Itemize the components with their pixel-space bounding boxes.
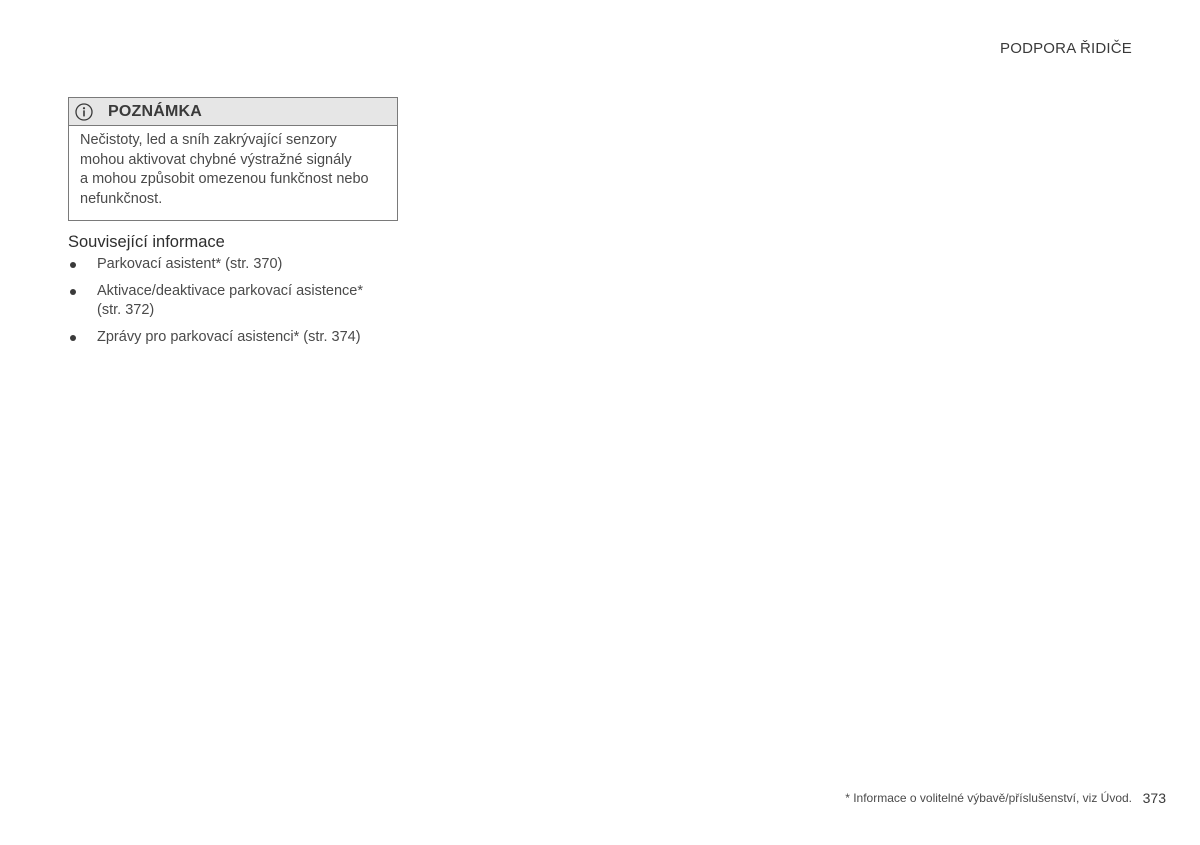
note-line: Nečistoty, led a sníh zakrývající senzory bbox=[80, 132, 337, 148]
footnote: * Informace o volitelné výbavě/příslušenství, viz Úvod. bbox=[845, 791, 1132, 805]
bullet-icon bbox=[70, 289, 76, 295]
note-header bbox=[69, 98, 397, 126]
related-info-list bbox=[68, 255, 398, 354]
related-link-text: Zprávy pro parkovací asistenci* (str. 374) bbox=[97, 328, 361, 345]
bullet-icon bbox=[70, 262, 76, 268]
note-box bbox=[68, 97, 398, 221]
related-link-parking-assist[interactable] bbox=[68, 255, 398, 275]
related-info-heading: Související informace bbox=[68, 233, 225, 251]
bullet-icon bbox=[70, 335, 76, 341]
related-link-messages[interactable] bbox=[68, 328, 398, 348]
note-body bbox=[69, 126, 397, 220]
info-circle-icon bbox=[75, 103, 93, 121]
note-line: nefunkčnost. bbox=[80, 190, 163, 207]
related-link-text: (str. 372) bbox=[97, 302, 155, 318]
page-number: 373 bbox=[1142, 790, 1166, 806]
note-title: POZNÁMKA bbox=[108, 102, 203, 120]
note-line: mohou aktivovat chybné výstražné signály bbox=[80, 151, 352, 168]
section-header: PODPORA ŘIDIČE bbox=[1000, 40, 1132, 57]
note-line: a mohou způsobit omezenou funkčnost nebo bbox=[80, 171, 369, 187]
related-link-activation[interactable] bbox=[68, 282, 398, 321]
related-link-text: Parkovací asistent* (str. 370) bbox=[97, 256, 283, 272]
related-link-text: Aktivace/deaktivace parkovací asistence* bbox=[97, 282, 363, 299]
